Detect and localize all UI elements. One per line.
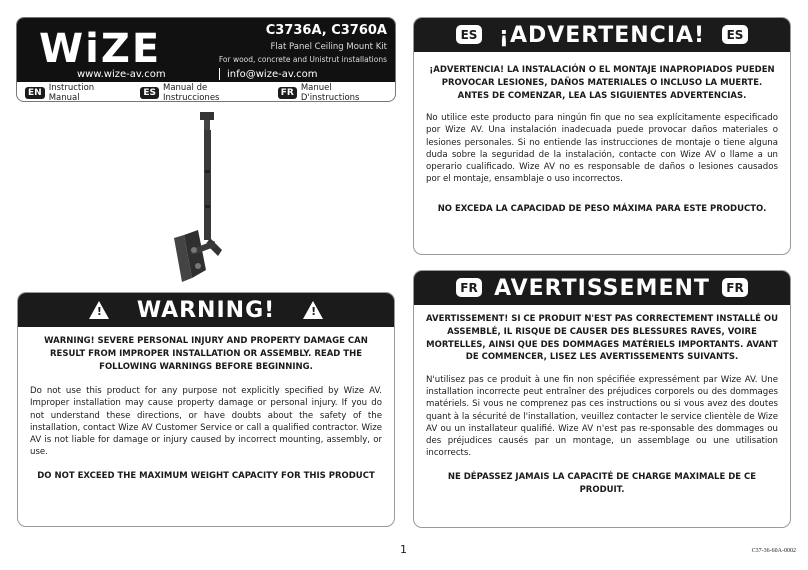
language-fr: [278, 83, 387, 102]
language-label: Manual de Instrucciones: [162, 83, 220, 102]
warning-header: [18, 293, 394, 327]
divider: [219, 68, 220, 80]
ceiling-mount-illustration: [170, 110, 260, 290]
warning-panel-fr: [413, 270, 791, 528]
warning-panel-es: [413, 17, 791, 255]
language-code: ES: [140, 87, 159, 99]
language-badge-right: ES: [722, 25, 748, 44]
page-number: 1: [400, 543, 407, 556]
warning-text: Do not use this product for any purpose not explicitly specified by Wize AV. Improper installation may cause property damage or personal injury. If you do not understand these directions, or have doubts about the safety of the installation, contact Wize AV Customer Service or call a qualified contractor. Wize AV is not liable for damage or injury caused by incorrect mounting, assembly, or use.: [30, 386, 382, 458]
warning-body: [18, 327, 394, 489]
capacity-warning: DO NOT EXCEED THE MAXIMUM WEIGHT CAPACITY FOR THIS PRODUCT: [37, 471, 375, 482]
warning-header: [414, 271, 790, 305]
warning-panel-en: [17, 292, 395, 527]
language-bar: [17, 84, 396, 102]
capacity-warning: NO EXCEDA LA CAPACIDAD DE PESO MÁXIMA PARA ESTE PRODUCTO.: [437, 204, 767, 215]
language-code: FR: [278, 87, 297, 99]
warning-icon: !: [303, 301, 323, 319]
capacity-warning: NE DÉPASSEZ JAMAIS LA CAPACITÉ DE CHARGE MAXIMALE DE CE PRODUIT.: [447, 472, 757, 496]
language-badge-right: FR: [722, 278, 748, 297]
website-link[interactable]: www.wize-av.com: [77, 69, 166, 80]
document-code: C37-36-60A-0002: [751, 548, 796, 554]
language-es: [140, 83, 259, 102]
language-badge-left: ES: [456, 25, 482, 44]
brand-banner: [17, 18, 396, 82]
warning-lead: WARNING! SEVERE PERSONAL INJURY AND PROPERTY DAMAGE CAN RESULT FROM IMPROPER INSTALLATION OR ASSEMBLY. READ THE FOLLOWING WARNINGS BEFORE BEGINNING.: [44, 336, 368, 372]
kit-subtitle: For wood, concrete and Unistrut installations: [218, 55, 387, 64]
warning-title: WARNING!: [136, 297, 276, 323]
warning-title: ¡ADVERTENCIA!: [498, 22, 706, 48]
warning-icon: !: [89, 301, 109, 319]
warning-body: [414, 52, 790, 222]
language-badge-left: FR: [456, 278, 482, 297]
warning-text: No utilice este producto para ningún fin que no sea explícitamente especificado por Wize AV. Una instalación inadecuada puede provocar daños materiales o lesiones personales. Si no entiende las instrucciones de montaje o tiene alguna duda sobre la seguridad de la instalación, contacte con Wize AV o llame a un operario cualificado. Wize AV no es responsable de daños o lesiones causados por el montaje, ensamblaje o uso incorrectos.: [426, 113, 778, 185]
language-en: [25, 83, 122, 102]
warning-lead: AVERTISSEMENT! SI CE PRODUIT N'EST PAS CORRECTEMENT INSTALLÉ OU ASSEMBLÉ, IL RISQUE DE CAUSER DES BLESSURES RAVES, VOIRE MORTELLES, AINSI QUE DES DOMMAGES MATÉRIELS IMPORTANTS. AVANT DE COMMENCER, LISEZ LES AVERTISSEMENTS SUIVANTS.: [426, 314, 779, 363]
wize-logo: WiZE: [39, 26, 162, 72]
warning-body: [414, 305, 790, 503]
warning-title: AVERTISSEMENT: [494, 275, 710, 301]
kit-title: Flat Panel Ceiling Mount Kit: [270, 42, 387, 52]
language-code: EN: [25, 87, 45, 99]
language-label: Manuel D'instructions: [300, 83, 360, 102]
brand-header: [16, 17, 396, 102]
warning-lead: ¡ADVERTENCIA! LA INSTALACIÓN O EL MONTAJE INAPROPIADOS PUEDEN PROVOCAR LESIONES, DAÑOS MATERIALES O INCLUSO LA MUERTE. ANTES DE COMENZAR, LEA LAS SIGUIENTES ADVERTENCIAS.: [429, 65, 775, 101]
language-label: Instruction Manual: [48, 83, 95, 102]
model-numbers: C3736A, C3760A: [265, 23, 387, 38]
warning-header: [414, 18, 790, 52]
warning-text: N'utilisez pas ce produit à une fin non spécifiée expressément par Wize AV. Une installation incorrecte peut entraîner des préjudices corporels ou des dommages matériels. Si vous ne comprenez pas ces instructions ou si vous avez des doutes quant à la sécurité de l'installation, veuillez contacter le service clientèle de Wize AV ou un installateur qualifié. Wize AV n'est pas re-sponsable des dommages ou des préjudices causés par un montage, un assemblage ou une utilisation incorrects.: [426, 375, 778, 459]
email-link[interactable]: info@wize-av.com: [227, 69, 318, 80]
